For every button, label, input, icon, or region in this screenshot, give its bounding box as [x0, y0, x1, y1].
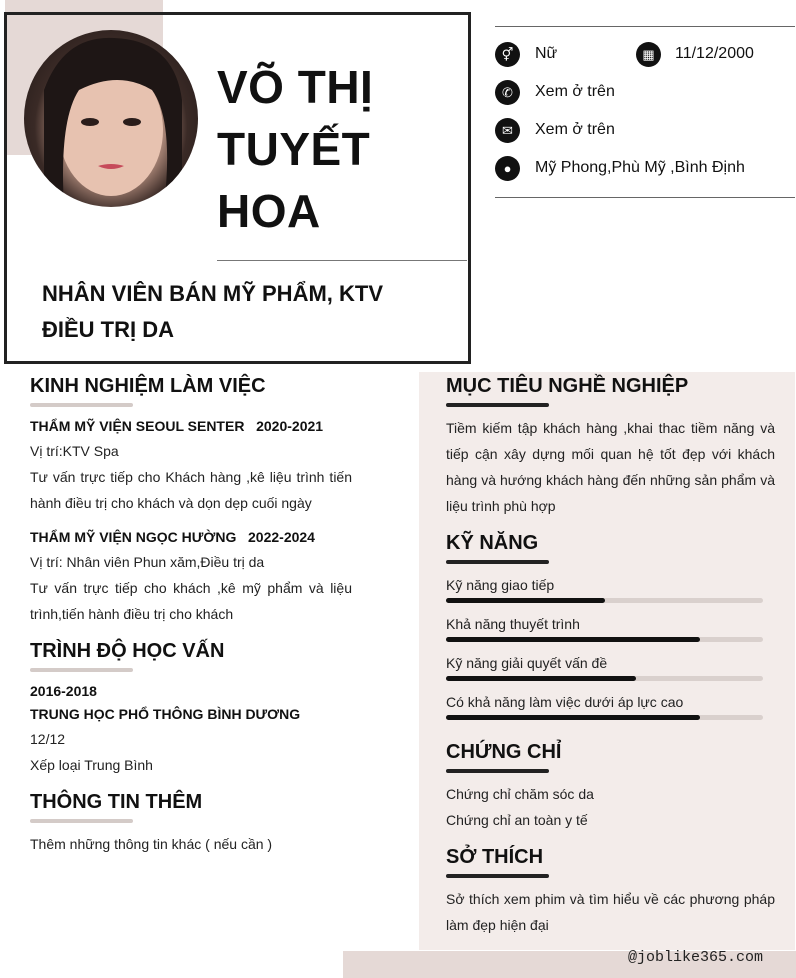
job-description [30, 464, 352, 516]
skill-label: Khả năng thuyết trình [446, 616, 580, 632]
education-rank: Xếp loại Trung Bình [30, 757, 153, 773]
school-name: TRUNG HỌC PHỔ THÔNG BÌNH DƯƠNG [30, 706, 301, 722]
extra-info-heading: THÔNG TIN THÊM [30, 791, 203, 813]
mail-icon: ✉ [495, 118, 520, 143]
heading-underline [446, 403, 549, 407]
skills-heading: KỸ NĂNG [446, 532, 539, 554]
objective-line: hàng và hướng khách hàng đến những sản phẩm và [446, 472, 775, 488]
address-value: Mỹ Phong,Phù Mỹ ,Bình Định [535, 159, 745, 176]
objective-line: tiếp cận xây dựng mối quan hệ tốt đẹp với khách [446, 446, 775, 462]
profile-photo [24, 30, 198, 207]
skill-bar [446, 676, 763, 681]
job-description [30, 575, 352, 627]
dob-value: 11/12/2000 [675, 45, 754, 62]
name-line: HOA [217, 185, 321, 237]
phone-value: Xem ở trên [535, 83, 615, 100]
certificates-heading: CHỨNG CHỈ [446, 741, 562, 763]
calendar-icon: ▦ [636, 42, 661, 67]
location-pin-icon: ● [495, 156, 520, 181]
job-period: 2020-2021 [256, 418, 324, 434]
description-line: Tư vấn trực tiếp cho Khách hàng ,kê liệu trình tiến [30, 469, 352, 485]
gender-icon: ⚥ [495, 42, 520, 67]
job-period: 2022-2024 [248, 529, 315, 545]
heading-underline [446, 874, 549, 878]
skill-label: Kỹ năng giao tiếp [446, 577, 555, 593]
objective-line: Tiềm kiếm tập khách hàng ,khai thac tiềm năng và [446, 420, 775, 436]
phone-icon: ✆ [495, 80, 520, 105]
full-name [217, 56, 457, 242]
name-line: TUYẾT [217, 123, 371, 175]
email-value: Xem ở trên [535, 121, 615, 138]
job-company [30, 418, 323, 434]
description-line: trình,tiến hành điều trị cho khách [30, 606, 234, 622]
education-grade: 12/12 [30, 731, 66, 747]
skill-label: Kỹ năng giải quyết vấn đề [446, 655, 608, 671]
job-position: Vị trí: Nhân viên Phun xăm,Điều trị da [30, 554, 265, 570]
heading-underline [446, 560, 549, 564]
skill-bar-fill [446, 676, 636, 681]
skill-bar [446, 637, 763, 642]
skill-bar [446, 598, 763, 603]
skill-bar [446, 715, 763, 720]
gender-value: Nữ [535, 45, 558, 62]
heading-underline [30, 668, 133, 672]
heading-underline [30, 819, 133, 823]
hobbies-text [446, 886, 775, 938]
objective-text [446, 415, 775, 519]
name-line: VÕ THỊ [217, 61, 374, 113]
hobbies-line: làm đẹp hiện đại [446, 917, 549, 933]
contact-divider-top [495, 26, 795, 27]
certificate-item: Chứng chỉ an toàn y tế [446, 812, 588, 828]
name-divider [217, 260, 467, 261]
job-title-line: NHÂN VIÊN BÁN MỸ PHẨM, KTV [42, 281, 384, 306]
objective-heading: MỤC TIÊU NGHỀ NGHIỆP [446, 375, 689, 397]
skill-label: Có khả năng làm việc dưới áp lực cao [446, 694, 684, 710]
contact-divider-bottom [495, 197, 795, 198]
certificate-item: Chứng chỉ chăm sóc da [446, 786, 594, 802]
heading-underline [446, 769, 549, 773]
description-line: hành điều trị cho khách và dọn dẹp cuối ngày [30, 495, 312, 511]
job-company [30, 529, 315, 545]
hobbies-heading: SỞ THÍCH [446, 846, 544, 868]
education-heading: TRÌNH ĐỘ HỌC VẤN [30, 640, 225, 662]
experience-heading: KINH NGHIỆM LÀM VIỆC [30, 375, 266, 397]
hobbies-line: Sở thích xem phim và tìm hiểu về các phương pháp [446, 891, 775, 907]
job-title [42, 276, 442, 348]
education-period: 2016-2018 [30, 683, 97, 699]
heading-underline [30, 403, 133, 407]
skill-bar-fill [446, 715, 700, 720]
company-name: THẨM MỸ VIỆN SEOUL SENTER [30, 418, 245, 434]
job-title-line: ĐIỀU TRỊ DA [42, 317, 174, 342]
job-position: Vị trí:KTV Spa [30, 443, 119, 459]
footer-watermark: @joblike365.com [628, 949, 764, 966]
skill-bar-fill [446, 598, 605, 603]
skill-bar-fill [446, 637, 700, 642]
description-line: Tư vấn trực tiếp cho khách ,kê mỹ phẩm và liệu [30, 580, 352, 596]
extra-info-text: Thêm những thông tin khác ( nếu cần ) [30, 836, 273, 852]
objective-line: liệu trình phù hợp [446, 498, 556, 514]
company-name: THẨM MỸ VIỆN NGỌC HƯỜNG [30, 529, 237, 545]
